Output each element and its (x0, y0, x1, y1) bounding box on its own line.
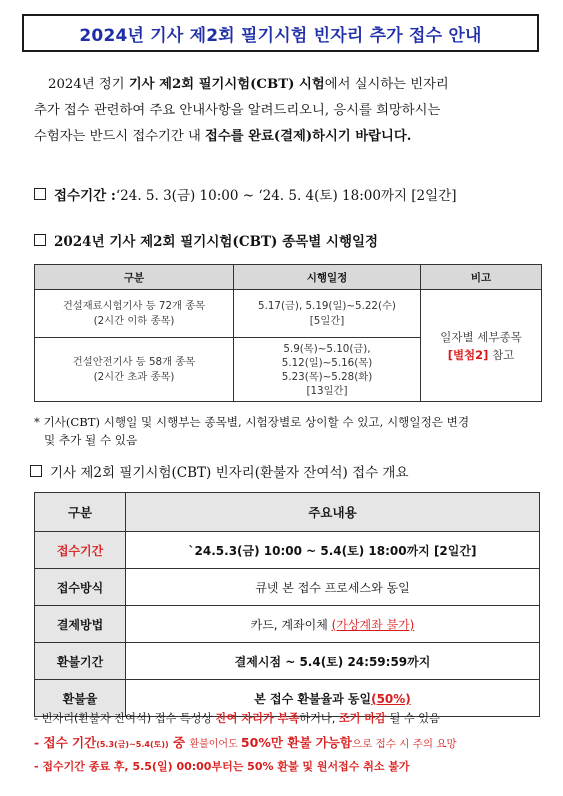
summary-header-cell: 구분 (35, 493, 126, 532)
intro-paragraph (34, 72, 544, 150)
summary-value-text: 본 접수 환불율과 동일 (254, 691, 372, 706)
intro-bold: 접수를 완료(결제)하시기 바랍니다. (205, 129, 412, 144)
table-row (35, 643, 540, 680)
schedule-table (34, 264, 542, 402)
note-line: * 기사(CBT) 시행일 및 시행부는 종목별, 시험장별로 상이할 수 있고, 시행일정은 변경 (34, 415, 470, 429)
remark-text: 일자별 세부종목 (440, 329, 522, 344)
summary-label: 접수기간 (35, 532, 126, 569)
schedule-header-cell: 시행일정 (234, 265, 421, 290)
category-text: 건설재료시험기사 등 72개 종목 (62, 299, 206, 312)
period-heading (34, 184, 457, 204)
summary-value: 결제시점 ~ 5.4(토) 24:59:59까지 (126, 643, 540, 680)
summary-label: 결제방법 (35, 606, 126, 643)
page-title: 2024년 기사 제2회 필기시험 빈자리 추가 접수 안내 (79, 25, 482, 46)
summary-table (34, 492, 540, 717)
intro-line-3 (34, 124, 544, 150)
footnote-text: 될 수 있음 (385, 712, 440, 725)
schedule-date-cell (234, 290, 421, 338)
summary-header-cell: 주요내용 (126, 493, 540, 532)
footnote-warning: 50%만 환불 가능함 (240, 735, 352, 750)
summary-label: 접수방식 (35, 569, 126, 606)
summary-value: 큐넷 본 접수 프로세스와 동일 (126, 569, 540, 606)
note-line: 및 추가 될 수 있음 (44, 433, 138, 447)
footnote-warning: - 접수 기간 (34, 735, 97, 750)
schedule-heading-text: 2024년 기사 제2회 필기시험(CBT) 종목별 시행일정 (54, 234, 379, 250)
intro-text: 수험자는 반드시 접수기간 내 (34, 129, 206, 144)
footnote-3: - 접수기간 종료 후, 5.5(일) 00:00부터는 50% 환불 및 원서접수 취소 불가 (34, 760, 410, 773)
footnote-2 (34, 733, 457, 751)
schedule-header-row (35, 265, 542, 290)
summary-heading-text: 기사 제2회 필기시험(CBT) 빈자리(환불자 잔여석) 접수 개요 (50, 465, 409, 481)
intro-bold: 기사 제2회 필기시험(CBT) 시험 (128, 77, 325, 92)
summary-label: 환불율 (35, 680, 126, 717)
date-text: 5.17(금), 5.19(일)~5.22(수) (258, 299, 396, 312)
period-value: ‘24. 5. 3(금) 10:00 ~ ‘24. 5. 4(토) 18:00까지 [2일간] (115, 188, 457, 204)
intro-text: 에서 실시하는 빈자리 (324, 77, 449, 92)
category-text: 건설안전기사 등 58개 종목 (72, 355, 196, 368)
table-row (35, 290, 542, 338)
summary-value-warning: (가상계좌 불가) (331, 617, 415, 632)
footnote-warning: 조기 마감 (338, 712, 386, 725)
schedule-remark-cell (421, 290, 542, 402)
summary-value: `24.5.3(금) 10:00 ~ 5.4(토) 18:00까지 [2일간] (126, 532, 540, 569)
schedule-category-cell (35, 338, 234, 402)
table-row (35, 606, 540, 643)
footnote-1 (34, 710, 440, 726)
footnote-text: 하거나, (299, 712, 339, 725)
date-text: 5.23(목)~5.28(화) (281, 370, 373, 383)
intro-line-2: 추가 접수 관련하여 주요 안내사항을 알려드리오니, 응시를 희망하시는 (34, 103, 441, 118)
summary-heading (30, 461, 409, 481)
checkbox-icon (34, 234, 46, 246)
remark-text: 참고 (488, 347, 515, 362)
footnote-warning: 중 (168, 735, 190, 750)
title-box (22, 14, 539, 52)
intro-text: 2024년 정기 (48, 77, 129, 92)
schedule-note (34, 413, 544, 449)
date-days: [5일간] (309, 314, 345, 327)
category-subtext: (2시간 이하 종목) (93, 314, 175, 327)
summary-value (126, 606, 540, 643)
summary-label: 환불기간 (35, 643, 126, 680)
checkbox-icon (30, 465, 42, 477)
summary-value-warning: (50%) (371, 691, 411, 706)
summary-header-row (35, 493, 540, 532)
date-text: 5.9(목)~5.10(금), (283, 342, 371, 355)
schedule-header-cell: 구분 (35, 265, 234, 290)
intro-line-1 (34, 72, 544, 98)
table-row (35, 569, 540, 606)
schedule-date-cell (234, 338, 421, 402)
remark-line-2 (422, 346, 540, 364)
schedule-header-cell: 비고 (421, 265, 542, 290)
date-text: 5.12(일)~5.16(목) (281, 356, 373, 369)
footnote-small: (5.3(금)~5.4(토)) (96, 740, 169, 749)
category-subtext: (2시간 초과 종목) (93, 370, 175, 383)
summary-value-text: 카드, 계좌이체 (250, 617, 332, 632)
checkbox-icon (34, 188, 46, 200)
footnote-text: - 빈자리(환불자 잔여석) 접수 특성상 (34, 712, 216, 725)
remark-attachment: [별첨2] (447, 347, 489, 362)
footnote-warning: 환불이어도 (189, 739, 241, 750)
footnote-warning: 으로 접수 시 주의 요망 (352, 738, 457, 750)
table-row (35, 532, 540, 569)
period-label: 접수기간 : (54, 188, 116, 204)
schedule-category-cell (35, 290, 234, 338)
date-days: [13일간] (306, 384, 348, 397)
footnote-warning: 잔여 자리가 부족 (215, 712, 300, 725)
schedule-heading (34, 230, 378, 250)
